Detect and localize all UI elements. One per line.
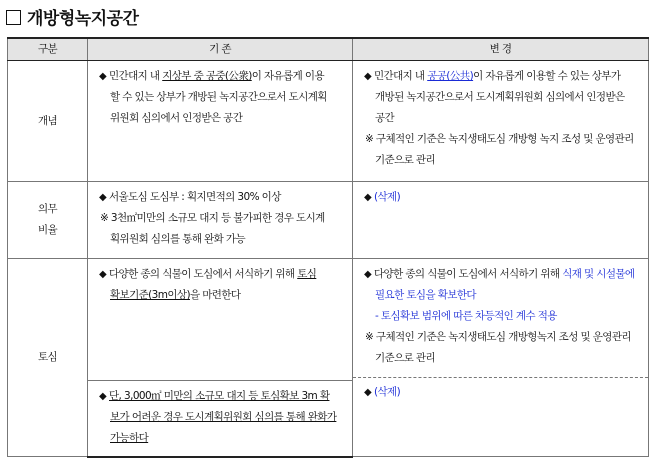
soil-old bbox=[88, 259, 353, 381]
header-old: 기 존 bbox=[88, 38, 353, 61]
underlined-text: 토심 bbox=[297, 268, 317, 280]
bullet-diamond-icon: ◆ bbox=[363, 192, 372, 203]
soil-new-exception bbox=[353, 377, 648, 403]
header-category: 구분 bbox=[8, 38, 88, 61]
bullet-diamond-icon: ◆ bbox=[363, 387, 372, 398]
text: 위원회 심의에서 인정받은 공간 bbox=[110, 112, 243, 124]
ratio-new bbox=[353, 182, 649, 259]
header-row bbox=[8, 38, 649, 61]
text: 민간대지 내 bbox=[109, 70, 163, 82]
text: 다양한 종의 식물이 도심에서 서식하기 위해 bbox=[374, 268, 563, 280]
label-ratio bbox=[8, 182, 88, 259]
highlighted-text: 공공(公共) bbox=[427, 70, 474, 82]
underlined-text: 단, 3,000㎡ 미만의 소규모 대지 등 토심확보 3m 확 bbox=[109, 390, 330, 402]
soil-exception-old bbox=[88, 381, 353, 457]
title-text: 개방형녹지공간 bbox=[27, 9, 139, 29]
label-concept: 개념 bbox=[8, 61, 88, 182]
underlined-text: 가능하다 bbox=[110, 432, 149, 444]
bullet-diamond-icon: ◆ bbox=[98, 71, 107, 82]
text: 할 수 있는 상부가 개방된 녹지공간으로서 도시계획 bbox=[110, 91, 327, 103]
note-text: 기준으로 관리 bbox=[375, 154, 435, 166]
bullet-diamond-icon: ◆ bbox=[363, 71, 372, 82]
deleted-text: (삭제) bbox=[374, 191, 401, 203]
note-text: ※ 구체적인 기준은 녹지생태도심 개방형녹지 조성 및 운영관리 bbox=[365, 331, 631, 343]
note-text: 기준으로 관리 bbox=[375, 352, 435, 364]
bullet-diamond-icon: ◆ bbox=[98, 192, 107, 203]
label-soil: 토심 bbox=[8, 259, 88, 457]
checkbox-square-icon bbox=[6, 10, 21, 25]
soil-new bbox=[353, 259, 649, 457]
page-title bbox=[6, 4, 138, 29]
row-soil bbox=[8, 259, 649, 381]
concept-old bbox=[88, 61, 353, 182]
text: 이 자유롭게 이용할 수 있는 상부가 bbox=[473, 70, 621, 82]
highlighted-text: 식재 및 시설물에 bbox=[562, 268, 635, 280]
note-text: 획위원회 심의를 통해 완화 가능 bbox=[110, 233, 246, 245]
text: 의무 bbox=[37, 203, 58, 215]
text: 개방된 녹지공간으로서 도시계획위원회 심의에서 인정받은 bbox=[375, 91, 625, 103]
text: 공간 bbox=[375, 112, 395, 124]
underlined-text: 지상부 중 공중(公衆) bbox=[162, 70, 252, 82]
text: 을 마련한다 bbox=[189, 289, 241, 301]
note-text: ※ 3천㎡미만의 소규모 대지 등 불가피한 경우 도시계 bbox=[100, 212, 325, 224]
bullet-diamond-icon: ◆ bbox=[98, 269, 107, 280]
deleted-text: (삭제) bbox=[374, 386, 401, 398]
text: 다양한 종의 식물이 도심에서 서식하기 위해 bbox=[109, 268, 298, 280]
text: 비율 bbox=[37, 224, 58, 236]
text: 서울도심 도심부 : 획지면적의 30% 이상 bbox=[109, 191, 281, 203]
bullet-diamond-icon: ◆ bbox=[363, 269, 372, 280]
highlighted-text: 필요한 토심을 확보한다 bbox=[375, 289, 476, 301]
underlined-text: 확보기준(3m이상) bbox=[110, 289, 190, 301]
note-text: ※ 구체적인 기준은 녹지생태도심 개방형 녹지 조성 및 운영관리 bbox=[365, 133, 634, 145]
header-new: 변 경 bbox=[353, 38, 649, 61]
text: 이 자유롭게 이용 bbox=[251, 70, 325, 82]
ratio-old bbox=[88, 182, 353, 259]
text: 민간대지 내 bbox=[374, 70, 428, 82]
concept-new bbox=[353, 61, 649, 182]
row-ratio bbox=[8, 182, 649, 259]
highlighted-text: - 토심확보 범위에 따른 차등적인 계수 적용 bbox=[375, 310, 557, 322]
row-concept bbox=[8, 61, 649, 182]
comparison-table bbox=[7, 37, 649, 458]
bullet-diamond-icon: ◆ bbox=[98, 391, 107, 402]
underlined-text: 보가 어려운 경우 도시계획위원회 심의를 통해 완화가 bbox=[110, 411, 337, 423]
